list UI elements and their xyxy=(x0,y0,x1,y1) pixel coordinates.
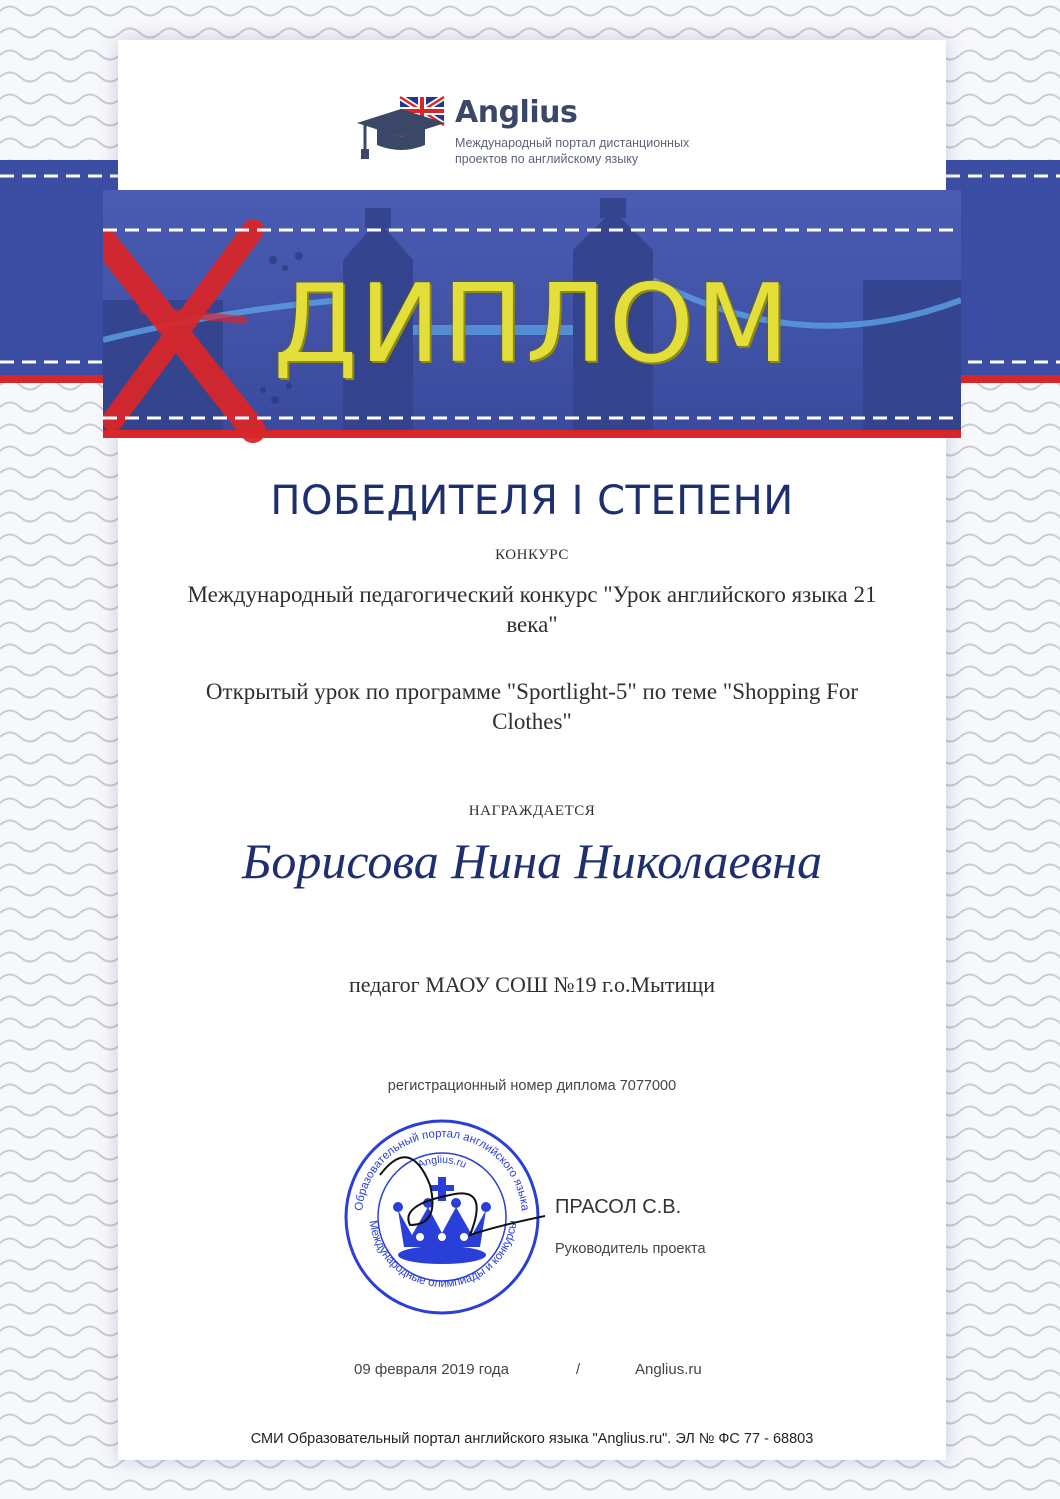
recipient-name: Борисова Нина Николаевна xyxy=(241,833,823,889)
logo-subtitle: Международный портал дистанционных проектов по английскому языку xyxy=(455,136,690,166)
contest-name: Международный педагогический конкурс "Урок английского языка 21 века" xyxy=(187,582,877,637)
awarded-label: НАГРАЖДАЕТСЯ xyxy=(468,803,596,819)
anglius-logo xyxy=(355,95,715,175)
logo-brand: Anglius xyxy=(455,95,578,130)
media-registration-text: СМИ Образовательный портал английского языка "Anglius.ru". ЭЛ № ФС 77 - 68803 xyxy=(250,1431,814,1447)
graduation-cap-flag-icon xyxy=(355,95,451,165)
registration-number: регистрационный номер диплома 7077000 xyxy=(387,1078,677,1094)
official-stamp xyxy=(340,1115,545,1320)
winner-degree: ПОБЕДИТЕЛЯ I СТЕПЕНИ xyxy=(270,478,794,524)
footer-site-link[interactable]: Anglius.ru xyxy=(635,1361,702,1378)
diploma-title: ДИПЛОМ xyxy=(273,262,791,387)
footer-separator: / xyxy=(576,1361,581,1378)
stamp-outer-text: Образовательный портал английского языка xyxy=(353,1127,531,1212)
contest-label: КОНКУРС xyxy=(495,547,569,563)
signer-name: ПРАСОЛ С.В. xyxy=(555,1196,682,1218)
issue-date: 09 февраля 2019 года xyxy=(354,1361,510,1378)
signer-role: Руководитель проекта xyxy=(555,1241,706,1257)
recipient-position: педагог МАОУ СОШ №19 г.о.Мытищи xyxy=(348,972,716,997)
stamp-inner-text: Anglius.ru xyxy=(415,1153,469,1171)
work-title: Открытый урок по программе "Sportlight-5" по теме "Shopping For Clothes" xyxy=(205,679,859,734)
stamp-bottom-text: Международные олимпиады и конкурсы xyxy=(366,1219,520,1290)
